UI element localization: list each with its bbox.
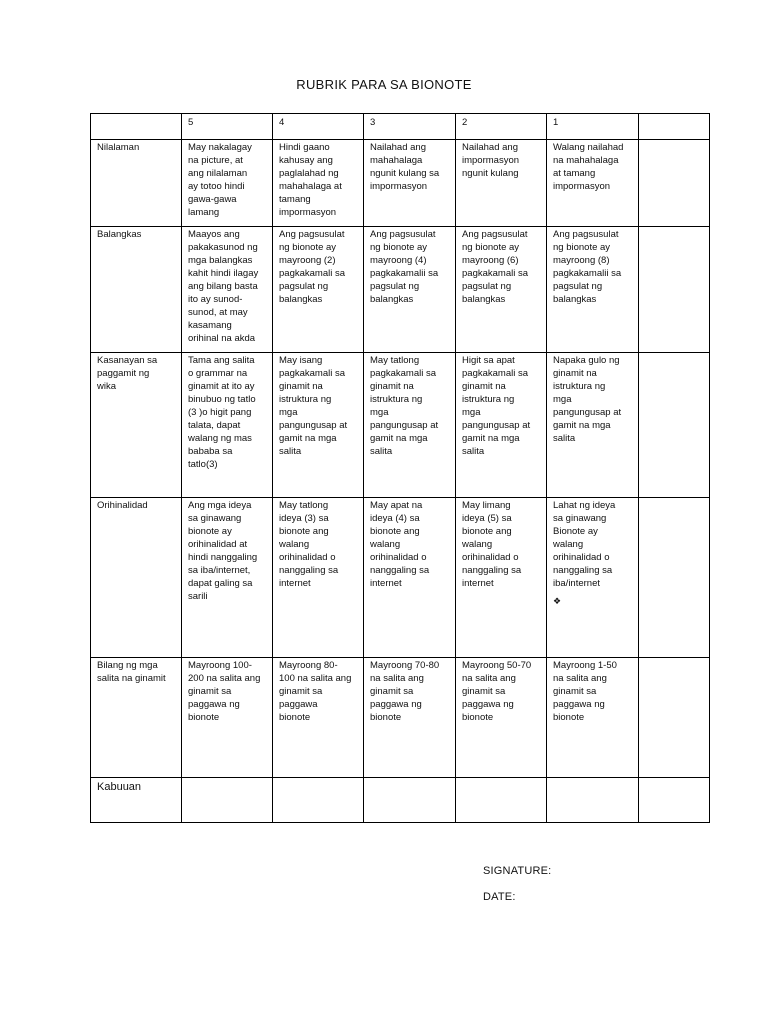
total-row	[91, 778, 710, 823]
criterion-label: Balangkas	[91, 227, 182, 353]
rubric-cell: May tatlong ideya (3) sa bionote ang walang orihinalidad o nanggaling sa internet	[273, 498, 364, 658]
rubric-cell: Ang pagsusulat ng bionote ay mayroong (2) pagkakamali sa pagsulat ng balangkas	[273, 227, 364, 353]
header-score-4: 4	[273, 114, 364, 140]
rubric-cell: Ang pagsusulat ng bionote ay mayroong (6) pagkakamali sa pagsulat ng balangkas	[456, 227, 547, 353]
rubric-cell: May apat na ideya (4) sa bionote ang walang orihinalidad o nanggaling sa internet	[364, 498, 456, 658]
rubric-cell: Higit sa apat pagkakamali sa ginamit na istruktura ng mga pangungusap at gamit na mga salita	[456, 353, 547, 498]
header-score-2: 2	[456, 114, 547, 140]
rubric-cell-with-bullet	[547, 498, 639, 658]
criterion-label: Kasanayan sa paggamit ng wika	[91, 353, 182, 498]
header-score-5: 5	[182, 114, 273, 140]
rubric-cell-text: Lahat ng ideya sa ginawang Bionote ay walang orihinalidad o nanggaling sa iba/internet	[553, 500, 616, 589]
rubric-cell: Nailahad ang mahahalaga ngunit kulang sa impormasyon	[364, 140, 456, 227]
rubric-row-nilalaman	[91, 140, 710, 227]
rubric-cell	[639, 227, 710, 353]
rubric-cell: Mayroong 1-50 na salita ang ginamit sa paggawa ng bionote	[547, 658, 639, 778]
rubric-cell: Walang nailahad na mahahalaga at tamang impormasyon	[547, 140, 639, 227]
rubric-cell: Mayroong 100- 200 na salita ang ginamit sa paggawa ng bionote	[182, 658, 273, 778]
total-cell	[456, 778, 547, 823]
header-cell-blank	[91, 114, 182, 140]
rubric-cell: Hindi gaano kahusay ang paglalahad ng mahahalaga at tamang impormasyon	[273, 140, 364, 227]
rubric-cell	[639, 658, 710, 778]
page-title: RUBRIK PARA SA BIONOTE	[296, 77, 472, 92]
criterion-label: Nilalaman	[91, 140, 182, 227]
rubric-cell	[639, 140, 710, 227]
rubric-row-kasanayan	[91, 353, 710, 498]
total-cell	[639, 778, 710, 823]
signature-label: SIGNATURE:	[483, 865, 552, 877]
rubric-cell: May isang pagkakamali sa ginamit na istruktura ng mga pangungusap at gamit na mga salita	[273, 353, 364, 498]
rubric-cell	[639, 353, 710, 498]
criterion-label: Orihinalidad	[91, 498, 182, 658]
header-score-3: 3	[364, 114, 456, 140]
header-score-1: 1	[547, 114, 639, 140]
date-label: DATE:	[483, 891, 516, 903]
rubric-cell: Napaka gulo ng ginamit na istruktura ng mga pangungusap at gamit na mga salita	[547, 353, 639, 498]
rubric-row-orihinalidad	[91, 498, 710, 658]
total-cell	[364, 778, 456, 823]
rubric-cell: Mayroong 50-70 na salita ang ginamit sa paggawa ng bionote	[456, 658, 547, 778]
rubric-cell: Ang mga ideya sa ginawang bionote ay orihinalidad at hindi nanggaling sa iba/internet, dapat galing sa sarili	[182, 498, 273, 658]
rubric-cell: May limang ideya (5) sa bionote ang walang orihinalidad o nanggaling sa internet	[456, 498, 547, 658]
rubric-cell: Tama ang salita o grammar na ginamit at ito ay binubuo ng tatlo (3 )o higit pang talata, dapat walang ng mas bababa sa tatlo(3)	[182, 353, 273, 498]
total-cell	[547, 778, 639, 823]
rubric-cell: May nakalagay na picture, at ang nilalaman ay totoo hindi gawa-gawa lamang	[182, 140, 273, 227]
rubric-cell: Ang pagsusulat ng bionote ay mayroong (4) pagkakamalii sa pagsulat ng balangkas	[364, 227, 456, 353]
header-row	[91, 114, 710, 140]
rubric-cell: Nailahad ang impormasyon ngunit kulang	[456, 140, 547, 227]
rubric-cell: Ang pagsusulat ng bionote ay mayroong (8) pagkakamalii sa pagsulat ng balangkas	[547, 227, 639, 353]
rubric-cell: Mayroong 70-80 na salita ang ginamit sa paggawa ng bionote	[364, 658, 456, 778]
total-cell	[273, 778, 364, 823]
total-label: Kabuuan	[91, 778, 182, 823]
header-cell-extra	[639, 114, 710, 140]
rubric-cell: May tatlong pagkakamali sa ginamit na istruktura ng mga pangungusap at gamit na mga salita	[364, 353, 456, 498]
rubric-cell: Maayos ang pakakasunod ng mga balangkas kahit hindi ilagay ang bilang basta ito ay sunod- sunod, at may kasamang orihinal na akda	[182, 227, 273, 353]
diamond-bullet-icon: ❖	[553, 596, 562, 606]
rubric-cell: Mayroong 80- 100 na salita ang ginamit sa paggawa bionote	[273, 658, 364, 778]
rubric-row-bilang	[91, 658, 710, 778]
rubric-table	[90, 113, 710, 823]
rubric-row-balangkas	[91, 227, 710, 353]
total-cell	[182, 778, 273, 823]
criterion-label: Bilang ng mga salita na ginamit	[91, 658, 182, 778]
rubric-cell	[639, 498, 710, 658]
